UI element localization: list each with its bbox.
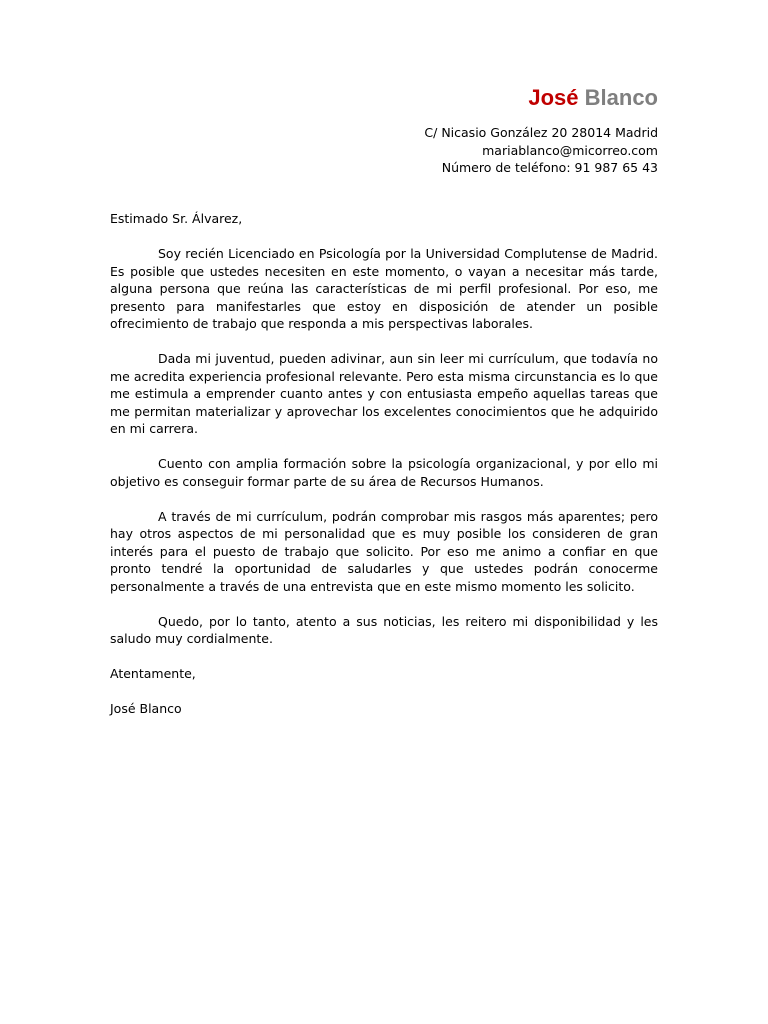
- letter-paragraph: Cuento con amplia formación sobre la psicología organizacional, y por ello mi objetivo es conseguir formar parte de su área de Recursos Humanos.: [110, 456, 658, 489]
- sender-last-name: Blanco: [584, 85, 658, 110]
- letter-header: [528, 84, 658, 112]
- letter-paragraph: Quedo, por lo tanto, atento a sus noticias, les reitero mi disponibilidad y les saludo muy cordialmente.: [110, 613, 658, 646]
- letter-signature: José Blanco: [110, 701, 182, 716]
- sender-phone: Número de teléfono: 91 987 65 43: [441, 160, 658, 175]
- letter-closing: Atentamente,: [110, 666, 196, 681]
- sender-address: C/ Nicasio González 20 28014 Madrid: [424, 125, 658, 140]
- letter-paragraph: Dada mi juventud, pueden adivinar, aun sin leer mi currículum, que todavía no me acredita experiencia profesional relevante. Pero esta misma circunstancia es lo que me estimula a emprender cuanto antes y con entusiasta empeño aquellas tareas que me permitan materializar y aprovechar los excelentes conocimientos que he adquirido en mi carrera.: [110, 351, 658, 436]
- letter-body: [110, 210, 658, 718]
- letter-paragraph: Soy recién Licenciado en Psicología por la Universidad Complutense de Madrid. Es posible que ustedes necesiten en este momento, o vayan a necesitar más tarde, alguna persona que reúna las características de mi perfil profesional. Por eso, me presento para manifestarles que estoy en disposición de atender un posible ofrecimiento de trabajo que responda a mis perspectivas laborales.: [110, 246, 658, 331]
- letter-greeting: Estimado Sr. Álvarez,: [110, 211, 243, 226]
- sender-email: mariablanco@micorreo.com: [482, 142, 658, 158]
- letter-paragraph: A través de mi currículum, podrán comprobar mis rasgos más aparentes; pero hay otros aspectos de mi personalidad que es muy posible los consideren de gran interés para el puesto de trabajo que solicito. Por eso me animo a confiar en que pronto tendré la oportunidad de saludarles y que ustedes podrán conocerme personalmente a través de una entrevista que en este mismo momento les solicito.: [110, 508, 658, 594]
- sender-first-name: José: [528, 85, 579, 110]
- sender-name: [528, 84, 658, 112]
- sender-contact-block: [424, 124, 658, 177]
